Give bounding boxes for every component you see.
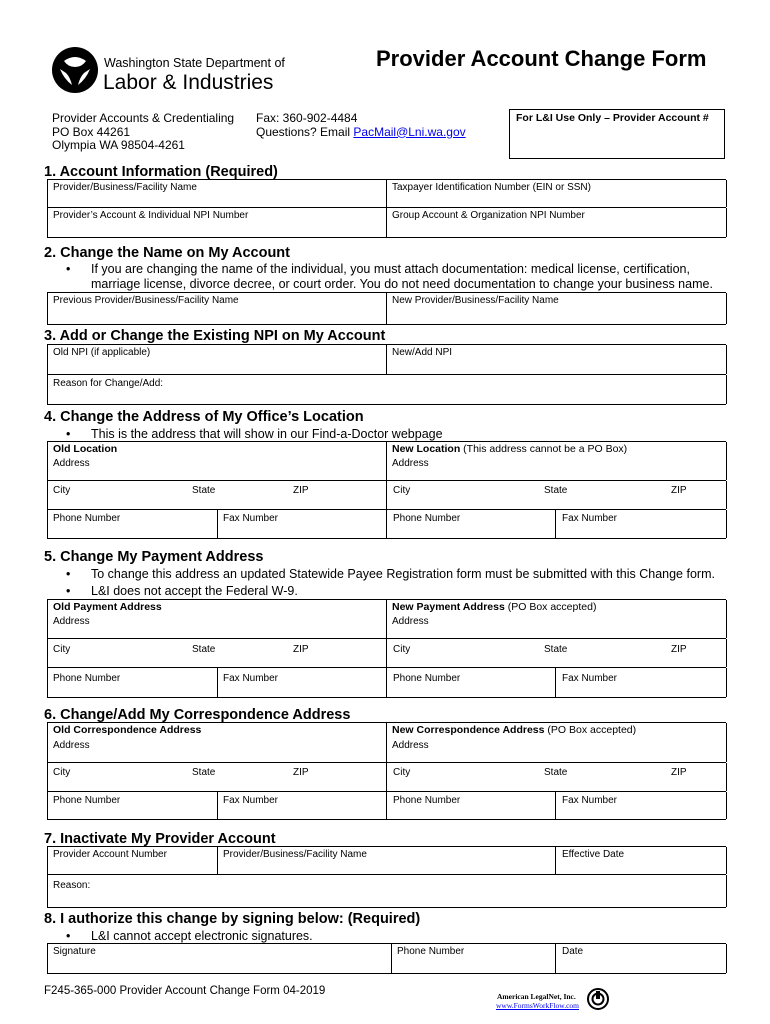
office-use-label: For L&I Use Only – Provider Account # [516, 112, 709, 124]
field-label: Taxpayer Identification Number (EIN or SSN) [392, 182, 591, 193]
signature-date-field[interactable] [556, 944, 727, 973]
heading-note: (PO Box accepted) [544, 724, 637, 736]
badge-link[interactable]: www.FormsWorkFlow.com [496, 1001, 580, 1010]
field-label: Address [392, 740, 429, 751]
old-correspondence-city-row[interactable] [48, 763, 387, 791]
field-label: Fax Number [562, 513, 618, 524]
field-label: Provider’s Account & Individual NPI Number [53, 210, 249, 221]
email-link[interactable]: PacMail@Lni.wa.gov [353, 124, 466, 139]
heading-text: New Payment Address [392, 601, 505, 613]
field-label: ZIP [671, 767, 687, 778]
fax-number: Fax: 360-902-4484 [256, 111, 358, 125]
new-payment-address-field[interactable] [387, 600, 727, 638]
field-label: Fax Number [223, 673, 279, 684]
field-label: Reason for Change/Add: [53, 378, 164, 389]
bullet-icon: • [66, 427, 71, 441]
field-label: Address [53, 616, 90, 627]
note-text: If you are changing the name of the individual, you must attach documentation: medical license, certification, marriage license, divorce decree, or court order. You do not need documentation to change your business name. [91, 262, 713, 291]
field-label: State [544, 644, 568, 655]
note-text: This is the address that will show in our Find-a-Doctor webpage [91, 427, 443, 441]
field-label: Address [53, 740, 90, 751]
section-8-grid [47, 943, 726, 974]
old-location-phone-field[interactable] [48, 510, 218, 538]
field-label: ZIP [671, 485, 687, 496]
section-5-grid [47, 599, 726, 698]
note-text: L&I does not accept the Federal W-9. [91, 584, 298, 598]
field-label: State [192, 485, 216, 496]
field-label: New/Add NPI [392, 347, 453, 358]
individual-npi-field[interactable] [48, 208, 387, 237]
bullet-icon: • [66, 262, 71, 276]
new-payment-heading [392, 601, 596, 613]
signer-phone-field[interactable] [392, 944, 556, 973]
address-line: PO Box 44261 [52, 124, 131, 139]
field-label: Signature [53, 946, 96, 957]
new-correspondence-fax-field[interactable] [556, 792, 727, 819]
previous-name-field[interactable] [48, 293, 387, 324]
new-location-fax-field[interactable] [556, 510, 727, 538]
field-label: Address [392, 458, 429, 469]
legalnet-badge [491, 987, 611, 1013]
old-location-city-row[interactable] [48, 481, 387, 509]
new-npi-field[interactable] [387, 345, 727, 374]
tin-field[interactable] [387, 180, 727, 207]
field-label: Provider/Business/Facility Name [223, 849, 367, 860]
questions-label: Questions? Email [256, 124, 354, 139]
new-location-heading [392, 443, 627, 455]
new-location-phone-field[interactable] [387, 510, 556, 538]
bullet-icon: • [66, 584, 71, 598]
field-label: Effective Date [562, 849, 625, 860]
field-label: Phone Number [53, 673, 121, 684]
mailing-address [52, 112, 234, 153]
field-label: Phone Number [393, 673, 461, 684]
field-label: ZIP [293, 485, 309, 496]
signature-field[interactable] [48, 944, 392, 973]
section-7-title: 7. Inactivate My Provider Account [44, 831, 276, 847]
old-payment-address-field[interactable] [48, 600, 387, 638]
note-text: To change this address an updated Statewide Payee Registration form must be submitted with this Change form. [91, 567, 715, 581]
field-label: State [544, 767, 568, 778]
new-correspondence-phone-field[interactable] [387, 792, 556, 819]
section-2-grid [47, 292, 726, 325]
note-text: L&I cannot accept electronic signatures. [91, 929, 313, 943]
field-label: Address [392, 616, 429, 627]
inactivate-account-number-field[interactable] [48, 847, 218, 874]
field-label: City [53, 485, 71, 496]
field-label: State [544, 485, 568, 496]
field-label: ZIP [671, 644, 687, 655]
new-correspondence-heading [392, 724, 636, 736]
address-line: Provider Accounts & Credentialing [52, 111, 235, 125]
old-location-heading: Old Location [53, 443, 118, 455]
new-name-field[interactable] [387, 293, 727, 324]
section-4-grid [47, 441, 726, 539]
field-label: Phone Number [53, 513, 121, 524]
new-location-city-row[interactable] [387, 481, 727, 509]
section-6-grid [47, 722, 726, 820]
badge-name: American LegalNet, Inc. [497, 992, 576, 1001]
field-label: City [393, 767, 411, 778]
form-code: F245-365-000 Provider Account Change Form 04-2019 [44, 985, 326, 997]
new-payment-phone-field[interactable] [387, 668, 556, 697]
section-3-title: 3. Add or Change the Existing NPI on My Account [44, 328, 386, 344]
new-payment-fax-field[interactable] [556, 668, 727, 697]
heading-note: (PO Box accepted) [504, 601, 597, 613]
section-5-title: 5. Change My Payment Address [44, 549, 264, 565]
old-correspondence-fax-field[interactable] [218, 792, 387, 819]
field-label: State [192, 767, 216, 778]
heading-text: New Correspondence Address [392, 724, 545, 736]
field-label: Address [53, 458, 90, 469]
field-label: Fax Number [562, 795, 618, 806]
section-1-grid [47, 179, 726, 238]
field-label: Group Account & Organization NPI Number [392, 210, 585, 221]
old-correspondence-address-field[interactable] [48, 723, 387, 762]
address-line: Olympia WA 98504-4261 [52, 138, 185, 152]
inactivate-reason-field[interactable] [48, 875, 727, 907]
new-payment-city-row[interactable] [387, 639, 727, 667]
field-label: City [53, 767, 71, 778]
section-8-title: 8. I authorize this change by signing below: (Required) [44, 911, 421, 927]
page-title: Provider Account Change Form [376, 46, 707, 71]
new-location-address-field[interactable] [387, 442, 727, 480]
effective-date-field[interactable] [556, 847, 727, 874]
old-npi-field[interactable] [48, 345, 387, 374]
field-label: City [393, 485, 411, 496]
section-2-title: 2. Change the Name on My Account [44, 245, 290, 261]
section-3-grid [47, 344, 726, 405]
old-correspondence-phone-field[interactable] [48, 792, 218, 819]
lni-logo-icon [50, 45, 100, 95]
old-payment-fax-field[interactable] [218, 668, 387, 697]
field-label: Previous Provider/Business/Facility Name [53, 295, 239, 306]
field-label: Old NPI (if applicable) [53, 347, 151, 358]
org-name-line1: Washington State Department of [104, 56, 285, 70]
contact-info [256, 112, 466, 139]
section-6-title: 6. Change/Add My Correspondence Address [44, 707, 351, 723]
field-label: New Provider/Business/Facility Name [392, 295, 559, 306]
org-name-line2: Labor & Industries [103, 71, 274, 94]
bullet-icon: • [66, 567, 71, 581]
old-payment-heading: Old Payment Address [53, 601, 162, 613]
office-use-box [509, 109, 725, 159]
field-label: ZIP [293, 767, 309, 778]
new-correspondence-city-row[interactable] [387, 763, 727, 791]
field-label: Fax Number [223, 513, 279, 524]
field-label: Phone Number [393, 513, 461, 524]
field-label: Phone Number [53, 795, 121, 806]
field-label: Provider Account Number [53, 849, 167, 860]
field-label: Reason: [53, 880, 91, 891]
field-label: Fax Number [223, 795, 279, 806]
field-label: City [393, 644, 411, 655]
old-location-address-field[interactable] [48, 442, 387, 480]
heading-text: New Location [392, 443, 461, 455]
new-correspondence-address-field[interactable] [387, 723, 727, 762]
inactivate-facility-name-field[interactable] [218, 847, 556, 874]
section-4-title: 4. Change the Address of My Office’s Location [44, 409, 364, 425]
old-payment-phone-field[interactable] [48, 668, 218, 697]
field-label: Phone Number [397, 946, 465, 957]
questions-line [256, 126, 466, 140]
group-npi-field[interactable] [387, 208, 727, 237]
field-label: City [53, 644, 71, 655]
npi-reason-field[interactable] [48, 375, 727, 404]
heading-note: (This address cannot be a PO Box) [460, 443, 628, 455]
field-label: State [192, 644, 216, 655]
old-payment-city-row[interactable] [48, 639, 387, 667]
old-location-fax-field[interactable] [218, 510, 387, 538]
section-1-title: 1. Account Information (Required) [44, 164, 278, 180]
field-label: Fax Number [562, 673, 618, 684]
field-label: Date [562, 946, 584, 957]
provider-name-field[interactable] [48, 180, 387, 207]
old-correspondence-heading: Old Correspondence Address [53, 724, 202, 736]
field-label: Phone Number [393, 795, 461, 806]
field-label: Provider/Business/Facility Name [53, 182, 197, 193]
section-7-grid [47, 846, 726, 908]
field-label: ZIP [293, 644, 309, 655]
bullet-icon: • [66, 929, 71, 943]
badge-logo-icon [587, 987, 609, 1011]
